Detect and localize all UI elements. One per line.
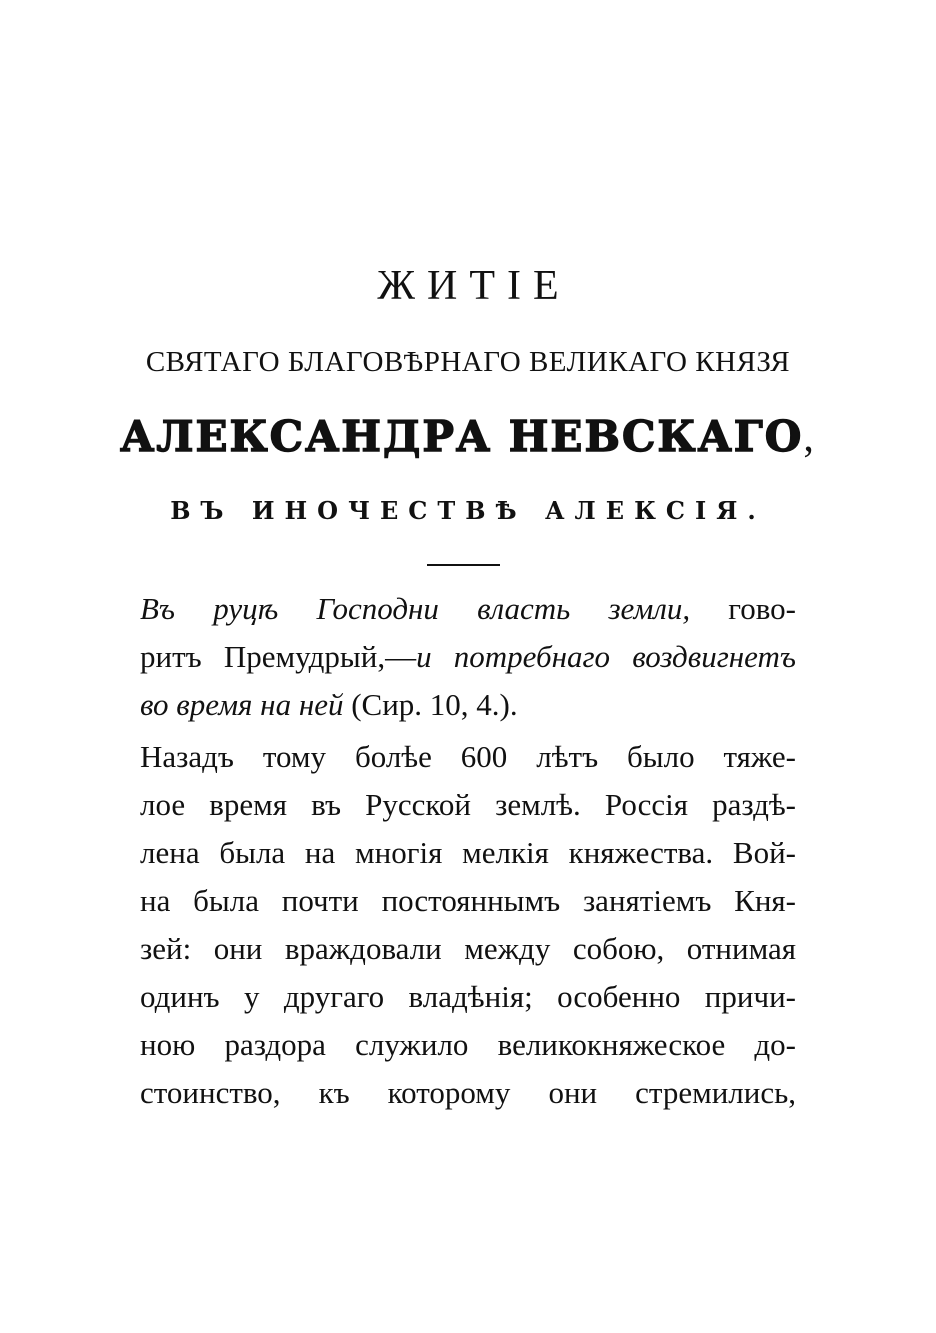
body-paragraph — [140, 733, 796, 1117]
epigraph-paragraph — [140, 585, 796, 729]
citation: (Сир. 10, 4.). — [343, 687, 518, 722]
page-title: ЖИТІЕ — [377, 263, 571, 309]
body-line: ною раздора служило великокняжеское до- — [140, 1027, 796, 1062]
divider-rule — [427, 564, 500, 566]
title-subtitle: СВЯТАГО БЛАГОВѢРНАГО ВЕЛИКАГО КНЯЗЯ — [145, 346, 791, 378]
saint-name-comma: , — [803, 415, 816, 461]
quote-part-1: Въ руцѣ Господни власть земли, — [140, 591, 691, 626]
plain-part-2: ритъ Премудрый,— — [140, 639, 417, 674]
plain-part-1: гово- — [690, 591, 796, 626]
monastic-name-heading: ВЪ ИНОЧЕСТВѢ АЛЕКСІЯ. — [170, 496, 766, 525]
epigraph-line-2 — [140, 633, 796, 681]
body-line: зей: они враждовали между собою, отнимая — [140, 931, 796, 966]
body-line: на была почти постояннымъ занятіемъ Кня- — [140, 883, 796, 918]
epigraph-line-1 — [140, 585, 796, 633]
body-line: одинъ у другаго владѣнія; особенно причи- — [140, 979, 796, 1014]
body-line: стоинство, къ которому они стремились, — [140, 1075, 796, 1110]
saint-name-text: АЛЕКСАНДРА НЕВСКАГО — [120, 412, 804, 461]
body-line: лена была на многія мелкія княжества. Вой- — [140, 835, 796, 870]
saint-name-heading — [0, 412, 936, 462]
epigraph-line-3 — [140, 681, 796, 729]
body-line: лое время въ Русской землѣ. Россія раздѣ- — [140, 787, 796, 822]
quote-part-2: и потребнаго воздвигнетъ — [416, 639, 796, 674]
quote-part-3: во время на ней — [140, 687, 344, 722]
body-line: Назадъ тому болѣе 600 лѣтъ было тяже- — [140, 739, 796, 774]
